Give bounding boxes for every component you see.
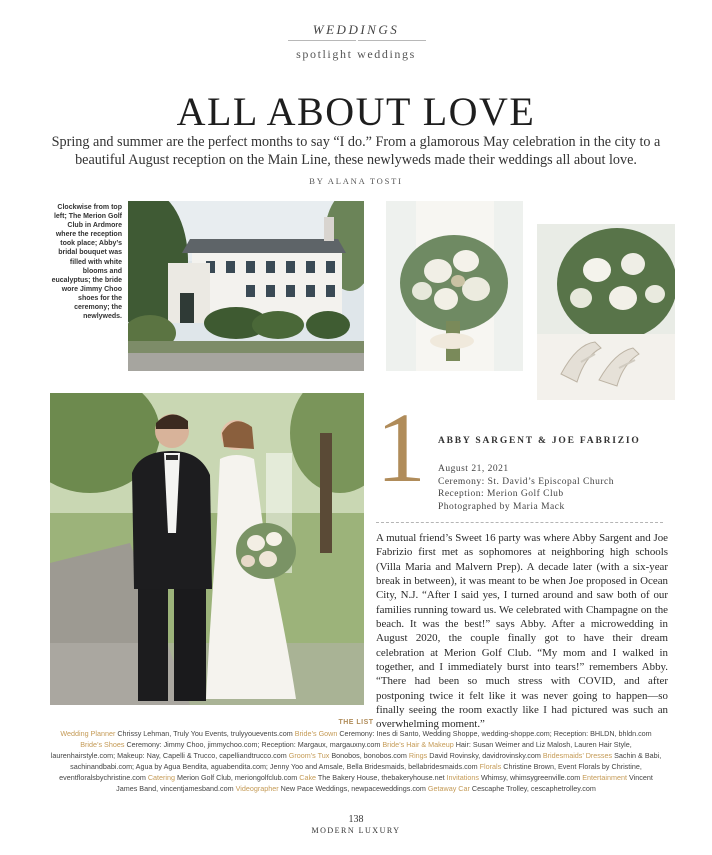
wedding-date: August 21, 2021 <box>438 464 509 474</box>
reception-venue: Reception: Merion Golf Club <box>438 489 564 500</box>
vendor-text: David Rovinsky, davidrovinsky.com <box>429 750 541 760</box>
section-divider-right <box>358 40 426 41</box>
article-byline: BY ALANA TOSTI <box>309 176 403 186</box>
details-divider <box>376 522 663 523</box>
feature-body <box>376 531 668 732</box>
vendor-text: Ceremony: Ines di Santo, Wedding Shoppe, wedding-shoppe.com; Reception: BHLDN, bhldn.com <box>339 729 652 738</box>
vendor-text: Chrissy Lehman, Truly You Events, trulyyouevents.com <box>117 729 293 738</box>
page-number: 138 <box>348 814 364 825</box>
vendor-label: Catering <box>147 772 175 782</box>
vendor-text: Bonobos, bonobos.com <box>331 750 407 760</box>
vendor-text: New Pace Weddings, newpaceweddings.com <box>280 783 426 793</box>
photo-bride-shoes <box>537 224 675 400</box>
vendor-text: Sachin & Babi, sachinandbabi.com; Agua by Agua Bendita, aguabendita.com; Jenny Yoo and Amsale, Bella Bridesmaids, bellabridesmaids.com <box>70 750 662 771</box>
vendor-text: The Bakery House, thebakeryhouse.net <box>317 772 445 782</box>
wedding-details <box>438 463 614 513</box>
section-title: WEDDINGS <box>312 22 400 37</box>
couple-names: ABBY SARGENT & JOE FABRIZIO <box>438 436 641 446</box>
vendor-label: Wedding Planner <box>60 729 116 738</box>
photo-bridal-bouquet <box>386 201 523 371</box>
section-divider-left <box>288 40 356 41</box>
vendor-text: Merion Golf Club, meriongolfclub.com <box>177 772 298 782</box>
vendor-label: Invitations <box>446 772 479 782</box>
magazine-brand: MODERN LUXURY <box>311 826 401 835</box>
photo-caption: Clockwise from top left; The Merion Golf Club in Ardmore where the reception took place; Abby’s bridal bouquet was filled with white blooms and eucalyptus; the bride wore Jimmy Choo shoes for the ceremony; the newlyweds. <box>51 204 122 321</box>
vendor-text: Whimsy, whimsygreenville.com <box>480 772 581 782</box>
list-heading: THE LIST <box>338 719 374 726</box>
vendor-label: Groom’s Tux <box>288 750 330 760</box>
section-subtitle: spotlight weddings <box>296 47 416 61</box>
vendor-label: Bridesmaids’ Dresses <box>542 750 613 760</box>
vendor-text: Hair: Susan Weimer and Liz Malosh, Lauren Hair Style, laurenhairstyle.com; Makeup: Nay, Capelli & Trucco, capelliandtrucco.com <box>50 739 632 760</box>
vendor-label: Rings <box>408 750 428 760</box>
vendor-label: Cake <box>299 772 317 782</box>
vendor-label: Bride’s Hair & Makeup <box>382 739 454 749</box>
vendor-text: Christine Brown, Event Florals by Christine, eventfloralsbychristine.com <box>59 761 642 782</box>
vendor-list <box>50 729 662 794</box>
feature-body-text: A mutual friend’s Sweet 16 party was where Abby Sargent and Joe Fabrizio first met as sophomores at neighboring high schools (Villa Maria and Malvern Prep). A decade later (with a six-year break in between), it was meant to be when Joe proposed in Ocean City, N.J. “After I said yes, I turned around and saw both of our families running toward us. We celebrated with Champagne on the beach. It was the best!” says Abby. After a microwedding in August 2020, the couple finally got to have their dream celebration at Merion Golf Club. “My mom and I walked in together, and I immediately burst into tears!” remembers Abby. “There had been so much stress with COVID, and after postponing twice it felt like it was never going to happen—so finally seeing the room exactly like I had pictured was such an overwhelming moment.” <box>376 532 668 731</box>
article-headline: ALL ABOUT LOVE <box>176 89 536 134</box>
article-dek: Spring and summer are the perfect months to say “I do.” From a glamorous May celebration in the city to a beautiful August reception on the Main Line, these newlyweds made their weddings all about love. <box>51 134 661 168</box>
vendor-text: Vincent James Band, vincentjamesband.com <box>116 772 653 793</box>
vendor-text: Cescaphe Trolley, cescaphetrolley.com <box>471 783 596 793</box>
vendor-label: Videographer <box>235 783 279 793</box>
vendor-label: Florals <box>479 761 502 771</box>
ceremony-venue: Ceremony: St. David’s Episcopal Church <box>438 476 614 487</box>
vendor-label: Bride’s Shoes <box>80 739 125 749</box>
vendor-label: Getaway Car <box>427 783 470 793</box>
photo-newlyweds <box>50 393 364 705</box>
photo-golf-club <box>128 201 364 371</box>
vendor-label: Entertainment <box>582 772 627 782</box>
vendor-label: Bride’s Gown <box>294 729 338 738</box>
vendor-text: Ceremony: Jimmy Choo, jimmychoo.com; Reception: Margaux, margauxny.com <box>126 739 381 749</box>
photographer-credit: Photographed by Maria Mack <box>438 501 565 512</box>
feature-number: 1 <box>376 392 426 503</box>
